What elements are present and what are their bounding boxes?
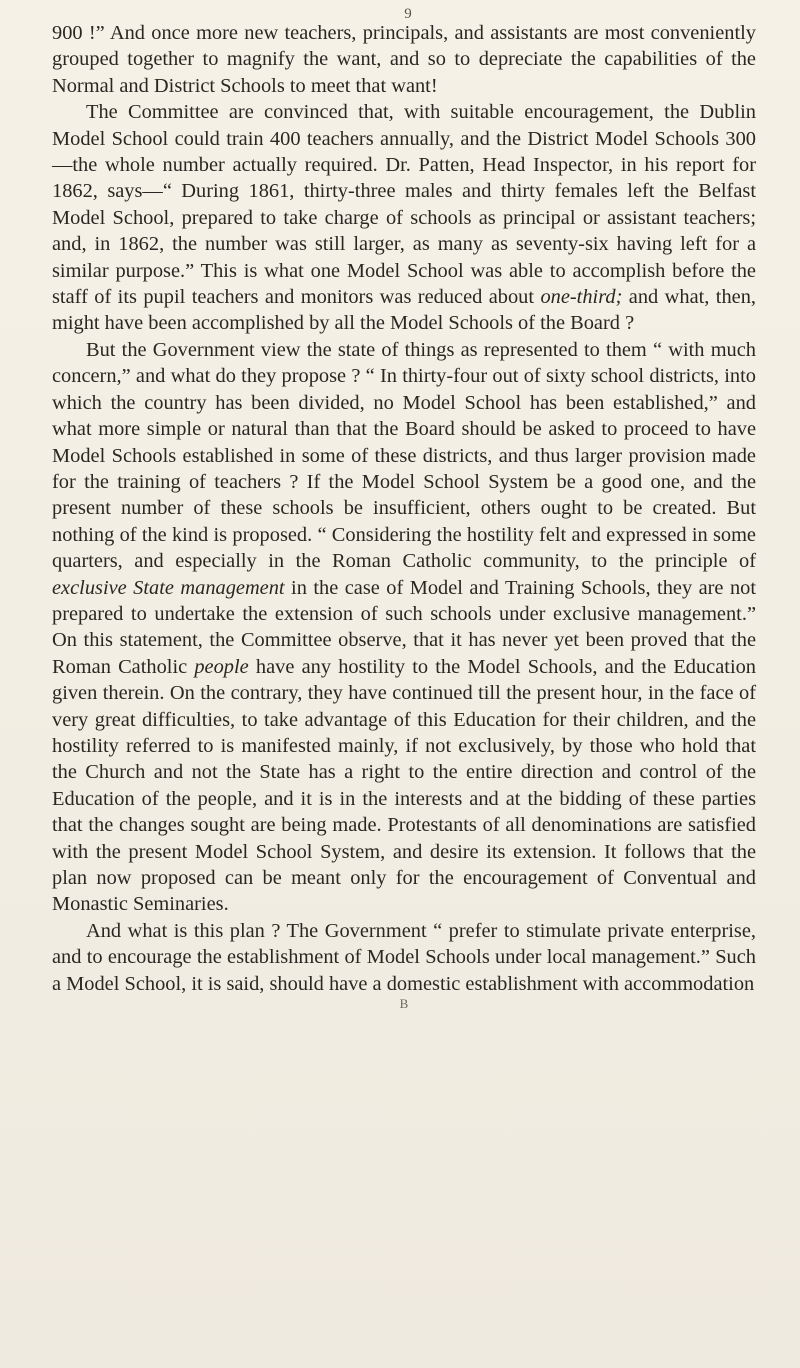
paragraph-3 [52, 337, 756, 918]
italic-text: one-third; [540, 286, 623, 309]
text-run: in the case of Model and Training Schools, they are not prepared to undertake the extension of such schools under exclusive management.” On this statement, the Committee observe, that it has never yet been proved that the Roman Catholic [52, 576, 756, 678]
text-run: The Committee are convinced that, with suitable encouragement, the Dublin Model School could train 400 teachers annually, and the District Model Schools 300—the whole number actually required. Dr. Patten, Head Inspector, in his report for 1862, says—“ During 1861, thirty-three males and thirty females left the Belfast Model School, prepared to take charge of schools as principal or assistant teachers; and, in 1862, the number was still larger, as many as seventy-six having left for a similar purpose.” This is what one Model School was able to accomplish before the staff of its pupil teachers and monitors was reduced about [52, 101, 756, 309]
text-run: And what is this plan ? The Government “ prefer to stimulate private enterprise, and to encourage the establishment of Model Schools under local management.” Such a Model School, it is said, should have a domestic establishment with accommodation [52, 919, 756, 995]
page-number: 9 [404, 6, 412, 22]
paragraph-1 [52, 20, 756, 99]
italic-text: exclusive State management [52, 576, 285, 599]
text-run: But the Government view the state of things as represented to them “ with much concern,” and what do they propose ? “ In thirty-four out of sixty school districts, into which the country has been divided, no Model School has been established,” and what more simple or natural than that the Board should be asked to proceed to have Model Schools established in some of these districts, and thus larger provision made for the training of teachers ? If the Model School System be a good one, and the present number of these schools be insufficient, others ought to be created. But nothing of the kind is proposed. “ Considering the hostility felt and expressed in some quarters, and especially in the Roman Catholic community, to the principle of [52, 338, 756, 573]
text-run: 900 !” And once more new teachers, principals, and assistants are most conveniently grouped together to magnify the want, and so to depreciate the capabilities of the Normal and District Schools to meet that want! [52, 22, 756, 97]
italic-text: people [194, 655, 249, 678]
text-run: have any hostility to the Model Schools, and the Education given therein. On the contrary, they have continued till the present hour, in the face of very great difficulties, to take advantage of this Education for their children, and the hostility referred to is manifested mainly, if not exclusively, by those who hold that the Church and not the State has a right to the entire direction and control of the Education of the people, and it is in the interests and at the bidding of these parties that the changes sought are being made. Protestants of all denominations are satisfied with the present Model School System, and desire its extension. It follows that the plan now proposed can be meant only for the encouragement of Conventual and Monastic Seminaries. [52, 655, 756, 916]
paragraph-2 [52, 99, 756, 337]
text-run: and what, then, might have been accomplished by all the Model Schools of the Board ? [52, 286, 756, 335]
signature-mark: B [399, 996, 409, 1012]
paragraph-4 [52, 918, 756, 997]
page-content [52, 6, 756, 1011]
